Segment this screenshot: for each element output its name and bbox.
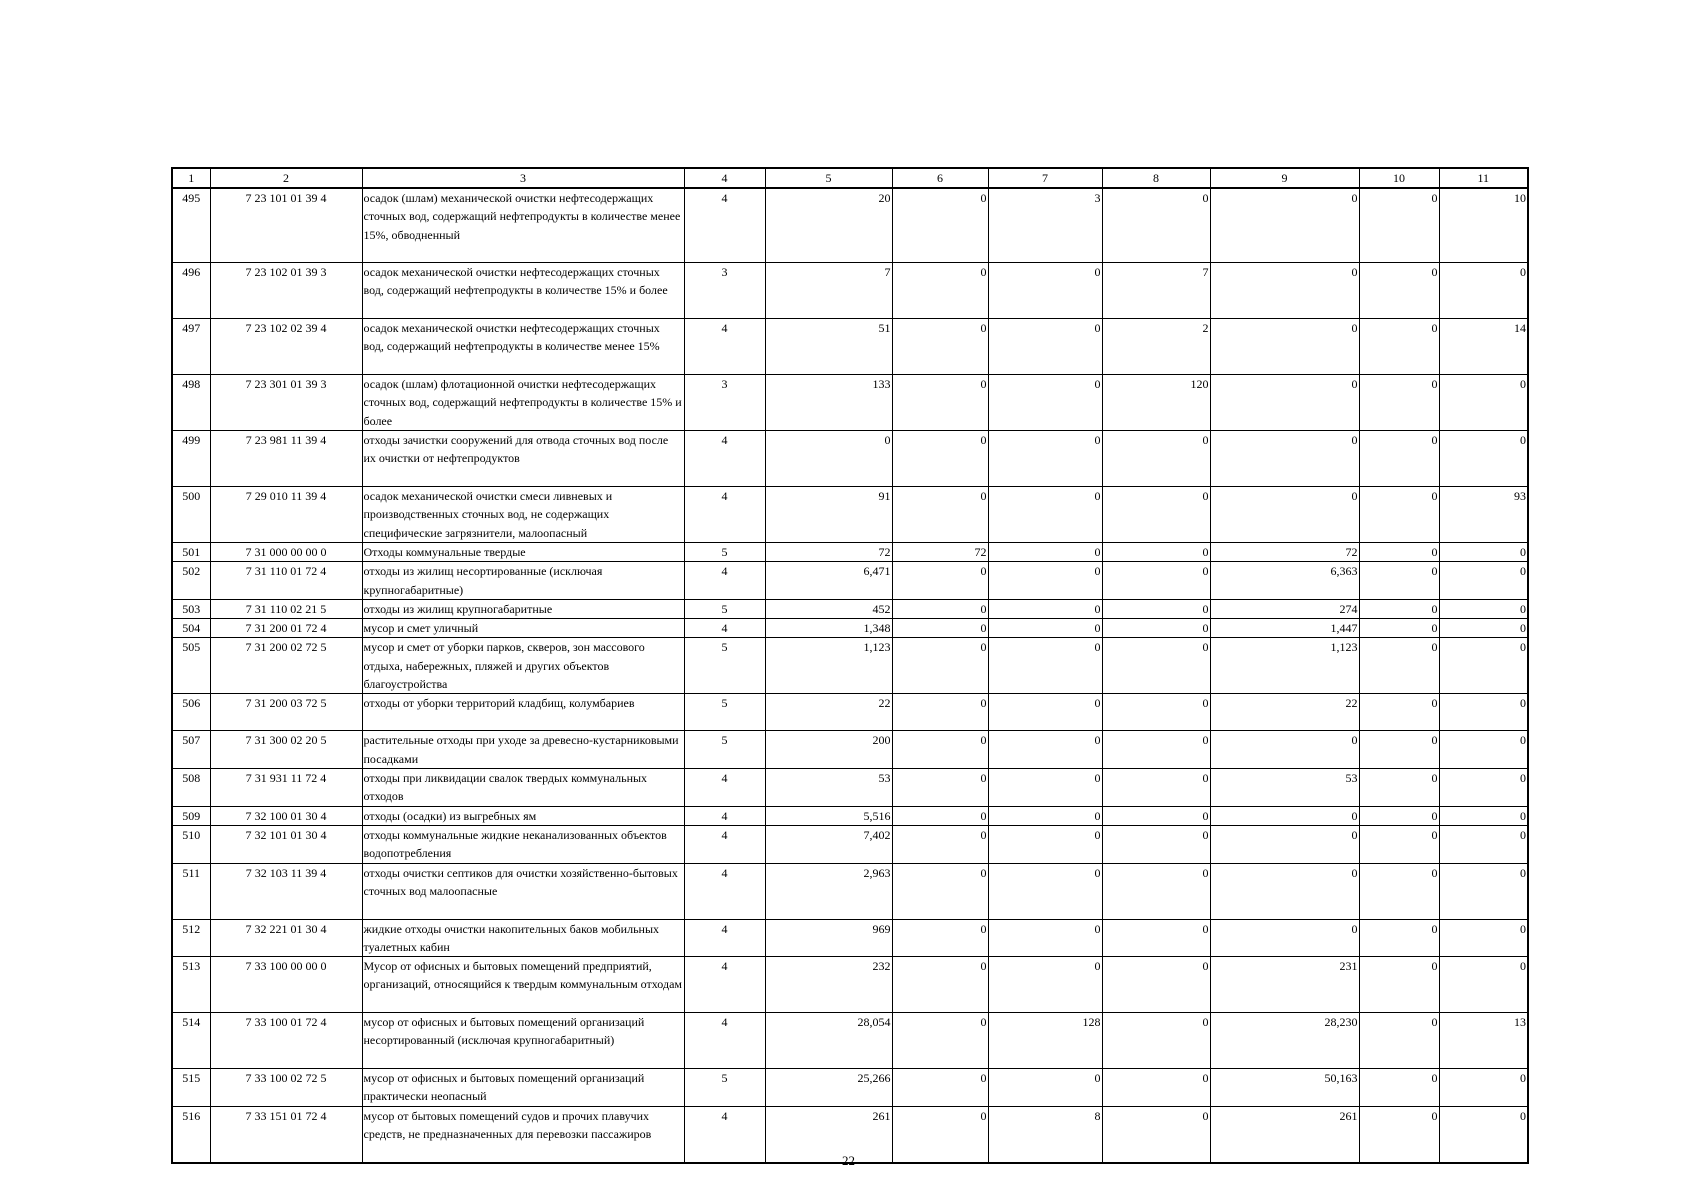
table-row [172, 599, 1528, 618]
col9-cell: 274 [1210, 599, 1359, 618]
col8-cell: 0 [1102, 638, 1210, 694]
row-number-cell: 500 [172, 487, 210, 543]
col8-cell: 0 [1102, 487, 1210, 543]
col6-cell: 0 [892, 825, 988, 863]
col6-cell: 0 [892, 769, 988, 807]
col9-cell: 0 [1210, 919, 1359, 957]
row-number-cell: 509 [172, 806, 210, 825]
name-cell: отходы из жилищ крупногабаритные [362, 599, 684, 618]
row-number-cell: 513 [172, 957, 210, 1013]
code-cell: 7 32 103 11 39 4 [210, 863, 362, 919]
code-cell: 7 23 102 02 39 4 [210, 319, 362, 375]
col6-cell: 0 [892, 319, 988, 375]
table-row [172, 731, 1528, 769]
row-number-cell: 501 [172, 543, 210, 562]
col7-cell: 0 [988, 731, 1102, 769]
row-number-cell: 515 [172, 1069, 210, 1107]
hazard-class-cell: 4 [684, 863, 765, 919]
name-cell: растительные отходы при уходе за древесно-кустарниковыми посадками [362, 731, 684, 769]
name-cell: мусор и смет уличный [362, 619, 684, 638]
hazard-class-cell: 3 [684, 263, 765, 319]
col7-cell: 0 [988, 919, 1102, 957]
code-cell: 7 31 200 03 72 5 [210, 694, 362, 731]
col6-cell: 0 [892, 731, 988, 769]
col7-cell: 0 [988, 487, 1102, 543]
col5-cell: 452 [765, 599, 892, 618]
table-row [172, 863, 1528, 919]
column-header: 1 [172, 168, 210, 188]
hazard-class-cell: 4 [684, 619, 765, 638]
col11-cell: 0 [1439, 825, 1528, 863]
col6-cell: 0 [892, 863, 988, 919]
table-row [172, 1013, 1528, 1069]
row-number-cell: 495 [172, 188, 210, 263]
column-header: 11 [1439, 168, 1528, 188]
row-number-cell: 498 [172, 375, 210, 431]
col10-cell: 0 [1359, 431, 1439, 487]
col11-cell: 0 [1439, 1106, 1528, 1163]
col10-cell: 0 [1359, 487, 1439, 543]
col8-cell: 0 [1102, 543, 1210, 562]
code-cell: 7 31 000 00 00 0 [210, 543, 362, 562]
code-cell: 7 31 200 01 72 4 [210, 619, 362, 638]
row-number-cell: 507 [172, 731, 210, 769]
header-row [172, 168, 1528, 188]
row-number-cell: 510 [172, 825, 210, 863]
col11-cell: 0 [1439, 619, 1528, 638]
col10-cell: 0 [1359, 863, 1439, 919]
name-cell: мусор от офисных и бытовых помещений организаций несортированный (исключая крупногабаритный) [362, 1013, 684, 1069]
col11-cell: 0 [1439, 957, 1528, 1013]
column-header: 7 [988, 168, 1102, 188]
hazard-class-cell: 4 [684, 487, 765, 543]
col6-cell: 0 [892, 599, 988, 618]
col5-cell: 0 [765, 431, 892, 487]
col10-cell: 0 [1359, 619, 1439, 638]
row-number-cell: 505 [172, 638, 210, 694]
col8-cell: 0 [1102, 619, 1210, 638]
hazard-class-cell: 4 [684, 319, 765, 375]
table-row [172, 319, 1528, 375]
code-cell: 7 31 110 02 21 5 [210, 599, 362, 618]
col10-cell: 0 [1359, 319, 1439, 375]
col11-cell: 0 [1439, 806, 1528, 825]
code-cell: 7 31 300 02 20 5 [210, 731, 362, 769]
col8-cell: 0 [1102, 694, 1210, 731]
col9-cell: 0 [1210, 863, 1359, 919]
col9-cell: 231 [1210, 957, 1359, 1013]
col8-cell: 0 [1102, 562, 1210, 600]
name-cell: жидкие отходы очистки накопительных баков мобильных туалетных кабин [362, 919, 684, 957]
col7-cell: 0 [988, 431, 1102, 487]
table-row [172, 769, 1528, 807]
row-number-cell: 516 [172, 1106, 210, 1163]
code-cell: 7 32 100 01 30 4 [210, 806, 362, 825]
code-cell: 7 33 100 01 72 4 [210, 1013, 362, 1069]
hazard-class-cell: 4 [684, 1013, 765, 1069]
col10-cell: 0 [1359, 769, 1439, 807]
name-cell: отходы очистки септиков для очистки хозяйственно-бытовых сточных вод малоопасные [362, 863, 684, 919]
col6-cell: 0 [892, 188, 988, 263]
table-row [172, 188, 1528, 263]
col8-cell: 120 [1102, 375, 1210, 431]
col10-cell: 0 [1359, 638, 1439, 694]
col11-cell: 0 [1439, 731, 1528, 769]
hazard-class-cell: 4 [684, 1106, 765, 1163]
code-cell: 7 33 100 02 72 5 [210, 1069, 362, 1107]
col8-cell: 0 [1102, 731, 1210, 769]
col8-cell: 0 [1102, 863, 1210, 919]
col9-cell: 28,230 [1210, 1013, 1359, 1069]
col10-cell: 0 [1359, 919, 1439, 957]
col10-cell: 0 [1359, 957, 1439, 1013]
col10-cell: 0 [1359, 263, 1439, 319]
col6-cell: 0 [892, 806, 988, 825]
col7-cell: 0 [988, 957, 1102, 1013]
col8-cell: 0 [1102, 957, 1210, 1013]
col9-cell: 22 [1210, 694, 1359, 731]
hazard-class-cell: 5 [684, 599, 765, 618]
col8-cell: 0 [1102, 769, 1210, 807]
row-number-cell: 511 [172, 863, 210, 919]
col6-cell: 72 [892, 543, 988, 562]
hazard-class-cell: 4 [684, 806, 765, 825]
col8-cell: 0 [1102, 1013, 1210, 1069]
col5-cell: 133 [765, 375, 892, 431]
col7-cell: 0 [988, 543, 1102, 562]
col9-cell: 0 [1210, 806, 1359, 825]
col10-cell: 0 [1359, 731, 1439, 769]
code-cell: 7 31 110 01 72 4 [210, 562, 362, 600]
col10-cell: 0 [1359, 825, 1439, 863]
col5-cell: 232 [765, 957, 892, 1013]
col11-cell: 0 [1439, 694, 1528, 731]
column-header: 8 [1102, 168, 1210, 188]
col11-cell: 0 [1439, 375, 1528, 431]
col6-cell: 0 [892, 1106, 988, 1163]
code-cell: 7 33 100 00 00 0 [210, 957, 362, 1013]
table-row [172, 543, 1528, 562]
name-cell: мусор от бытовых помещений судов и прочих плавучих средств, не предназначенных для перевозки пассажиров [362, 1106, 684, 1163]
hazard-class-cell: 4 [684, 431, 765, 487]
col8-cell: 0 [1102, 431, 1210, 487]
table-row [172, 638, 1528, 694]
row-number-cell: 512 [172, 919, 210, 957]
column-header: 10 [1359, 168, 1439, 188]
hazard-class-cell: 4 [684, 825, 765, 863]
code-cell: 7 23 981 11 39 4 [210, 431, 362, 487]
col8-cell: 2 [1102, 319, 1210, 375]
col7-cell: 0 [988, 769, 1102, 807]
table-row [172, 919, 1528, 957]
col9-cell: 50,163 [1210, 1069, 1359, 1107]
col6-cell: 0 [892, 957, 988, 1013]
col9-cell: 0 [1210, 375, 1359, 431]
column-header: 4 [684, 168, 765, 188]
hazard-class-cell: 5 [684, 638, 765, 694]
col7-cell: 0 [988, 599, 1102, 618]
col5-cell: 28,054 [765, 1013, 892, 1069]
name-cell: Отходы коммунальные твердые [362, 543, 684, 562]
col9-cell: 0 [1210, 487, 1359, 543]
table-row [172, 375, 1528, 431]
code-cell: 7 23 101 01 39 4 [210, 188, 362, 263]
col11-cell: 0 [1439, 1069, 1528, 1107]
code-cell: 7 33 151 01 72 4 [210, 1106, 362, 1163]
hazard-class-cell: 3 [684, 375, 765, 431]
table-row [172, 619, 1528, 638]
col11-cell: 10 [1439, 188, 1528, 263]
row-number-cell: 508 [172, 769, 210, 807]
hazard-class-cell: 4 [684, 562, 765, 600]
hazard-class-cell: 5 [684, 543, 765, 562]
page-number: 22 [842, 1153, 855, 1168]
col5-cell: 1,123 [765, 638, 892, 694]
col11-cell: 14 [1439, 319, 1528, 375]
col8-cell: 0 [1102, 825, 1210, 863]
col7-cell: 0 [988, 263, 1102, 319]
col9-cell: 53 [1210, 769, 1359, 807]
row-number-cell: 506 [172, 694, 210, 731]
col5-cell: 25,266 [765, 1069, 892, 1107]
name-cell: отходы от уборки территорий кладбищ, колумбариев [362, 694, 684, 731]
row-number-cell: 503 [172, 599, 210, 618]
name-cell: осадок механической очистки нефтесодержащих сточных вод, содержащий нефтепродукты в количестве менее 15% [362, 319, 684, 375]
row-number-cell: 502 [172, 562, 210, 600]
col5-cell: 5,516 [765, 806, 892, 825]
col7-cell: 0 [988, 1069, 1102, 1107]
name-cell: мусор от офисных и бытовых помещений организаций практически неопасный [362, 1069, 684, 1107]
col6-cell: 0 [892, 1069, 988, 1107]
name-cell: отходы зачистки сооружений для отвода сточных вод после их очистки от нефтепродуктов [362, 431, 684, 487]
col7-cell: 0 [988, 825, 1102, 863]
col9-cell: 0 [1210, 825, 1359, 863]
col10-cell: 0 [1359, 1106, 1439, 1163]
name-cell: отходы (осадки) из выгребных ям [362, 806, 684, 825]
col5-cell: 22 [765, 694, 892, 731]
hazard-class-cell: 4 [684, 919, 765, 957]
col7-cell: 0 [988, 619, 1102, 638]
name-cell: отходы коммунальные жидкие неканализованных объектов водопотребления [362, 825, 684, 863]
hazard-class-cell: 4 [684, 188, 765, 263]
col10-cell: 0 [1359, 375, 1439, 431]
col6-cell: 0 [892, 263, 988, 319]
table-row [172, 694, 1528, 731]
row-number-cell: 499 [172, 431, 210, 487]
col7-cell: 0 [988, 863, 1102, 919]
col5-cell: 969 [765, 919, 892, 957]
code-cell: 7 31 200 02 72 5 [210, 638, 362, 694]
column-header: 9 [1210, 168, 1359, 188]
col6-cell: 0 [892, 919, 988, 957]
col10-cell: 0 [1359, 562, 1439, 600]
name-cell: отходы из жилищ несортированные (исключая крупногабаритные) [362, 562, 684, 600]
waste-table [171, 167, 1529, 1164]
col8-cell: 0 [1102, 599, 1210, 618]
col9-cell: 0 [1210, 188, 1359, 263]
col7-cell: 0 [988, 375, 1102, 431]
code-cell: 7 23 301 01 39 3 [210, 375, 362, 431]
col5-cell: 6,471 [765, 562, 892, 600]
col7-cell: 0 [988, 806, 1102, 825]
name-cell: осадок (шлам) механической очистки нефтесодержащих сточных вод, содержащий нефтепродукты в количестве менее 15%, обводненный [362, 188, 684, 263]
col9-cell: 0 [1210, 263, 1359, 319]
col11-cell: 0 [1439, 599, 1528, 618]
col7-cell: 3 [988, 188, 1102, 263]
col8-cell: 0 [1102, 1069, 1210, 1107]
row-number-cell: 504 [172, 619, 210, 638]
col11-cell: 93 [1439, 487, 1528, 543]
col11-cell: 0 [1439, 431, 1528, 487]
table-row [172, 263, 1528, 319]
hazard-class-cell: 4 [684, 957, 765, 1013]
name-cell: осадок (шлам) флотационной очистки нефтесодержащих сточных вод, содержащий нефтепродукты в количестве 15% и более [362, 375, 684, 431]
name-cell: осадок механической очистки нефтесодержащих сточных вод, содержащий нефтепродукты в количестве 15% и более [362, 263, 684, 319]
col6-cell: 0 [892, 638, 988, 694]
col9-cell: 72 [1210, 543, 1359, 562]
col7-cell: 0 [988, 319, 1102, 375]
col5-cell: 1,348 [765, 619, 892, 638]
col7-cell: 8 [988, 1106, 1102, 1163]
col7-cell: 0 [988, 562, 1102, 600]
col5-cell: 261 [765, 1106, 892, 1163]
col9-cell: 261 [1210, 1106, 1359, 1163]
table-row [172, 825, 1528, 863]
column-header: 6 [892, 168, 988, 188]
col5-cell: 20 [765, 188, 892, 263]
col6-cell: 0 [892, 694, 988, 731]
code-cell: 7 29 010 11 39 4 [210, 487, 362, 543]
col6-cell: 0 [892, 375, 988, 431]
col10-cell: 0 [1359, 543, 1439, 562]
col10-cell: 0 [1359, 1069, 1439, 1107]
col9-cell: 0 [1210, 731, 1359, 769]
col5-cell: 2,963 [765, 863, 892, 919]
table-row [172, 562, 1528, 600]
hazard-class-cell: 4 [684, 769, 765, 807]
col10-cell: 0 [1359, 806, 1439, 825]
col11-cell: 13 [1439, 1013, 1528, 1069]
code-cell: 7 31 931 11 72 4 [210, 769, 362, 807]
code-cell: 7 32 221 01 30 4 [210, 919, 362, 957]
col6-cell: 0 [892, 487, 988, 543]
row-number-cell: 497 [172, 319, 210, 375]
col11-cell: 0 [1439, 863, 1528, 919]
col5-cell: 7 [765, 263, 892, 319]
col6-cell: 0 [892, 619, 988, 638]
column-header: 3 [362, 168, 684, 188]
col7-cell: 0 [988, 638, 1102, 694]
col9-cell: 0 [1210, 319, 1359, 375]
col9-cell: 1,447 [1210, 619, 1359, 638]
col9-cell: 0 [1210, 431, 1359, 487]
col6-cell: 0 [892, 1013, 988, 1069]
col5-cell: 91 [765, 487, 892, 543]
col8-cell: 0 [1102, 188, 1210, 263]
name-cell: осадок механической очистки смеси ливневых и производственных сточных вод, не содержащих специфические загрязнители, малоопасный [362, 487, 684, 543]
col8-cell: 7 [1102, 263, 1210, 319]
table-row [172, 1069, 1528, 1107]
name-cell: мусор и смет от уборки парков, скверов, зон массового отдыха, набережных, пляжей и других объектов благоустройства [362, 638, 684, 694]
col9-cell: 6,363 [1210, 562, 1359, 600]
col7-cell: 128 [988, 1013, 1102, 1069]
col8-cell: 0 [1102, 806, 1210, 825]
col10-cell: 0 [1359, 599, 1439, 618]
col6-cell: 0 [892, 562, 988, 600]
row-number-cell: 496 [172, 263, 210, 319]
row-number-cell: 514 [172, 1013, 210, 1069]
col11-cell: 0 [1439, 543, 1528, 562]
col10-cell: 0 [1359, 1013, 1439, 1069]
col7-cell: 0 [988, 694, 1102, 731]
hazard-class-cell: 5 [684, 1069, 765, 1107]
col5-cell: 7,402 [765, 825, 892, 863]
hazard-class-cell: 5 [684, 731, 765, 769]
col9-cell: 1,123 [1210, 638, 1359, 694]
col8-cell: 0 [1102, 919, 1210, 957]
code-cell: 7 23 102 01 39 3 [210, 263, 362, 319]
hazard-class-cell: 5 [684, 694, 765, 731]
col10-cell: 0 [1359, 188, 1439, 263]
col5-cell: 72 [765, 543, 892, 562]
col5-cell: 200 [765, 731, 892, 769]
col11-cell: 0 [1439, 919, 1528, 957]
col11-cell: 0 [1439, 769, 1528, 807]
table-row [172, 957, 1528, 1013]
col6-cell: 0 [892, 431, 988, 487]
col11-cell: 0 [1439, 562, 1528, 600]
col11-cell: 0 [1439, 638, 1528, 694]
col5-cell: 51 [765, 319, 892, 375]
code-cell: 7 32 101 01 30 4 [210, 825, 362, 863]
table-row [172, 487, 1528, 543]
col8-cell: 0 [1102, 1106, 1210, 1163]
name-cell: отходы при ликвидации свалок твердых коммунальных отходов [362, 769, 684, 807]
table-row [172, 431, 1528, 487]
col11-cell: 0 [1439, 263, 1528, 319]
col5-cell: 53 [765, 769, 892, 807]
column-header: 5 [765, 168, 892, 188]
column-header: 2 [210, 168, 362, 188]
col10-cell: 0 [1359, 694, 1439, 731]
table-row [172, 806, 1528, 825]
name-cell: Мусор от офисных и бытовых помещений предприятий, организаций, относящийся к твердым коммунальным отходам [362, 957, 684, 1013]
